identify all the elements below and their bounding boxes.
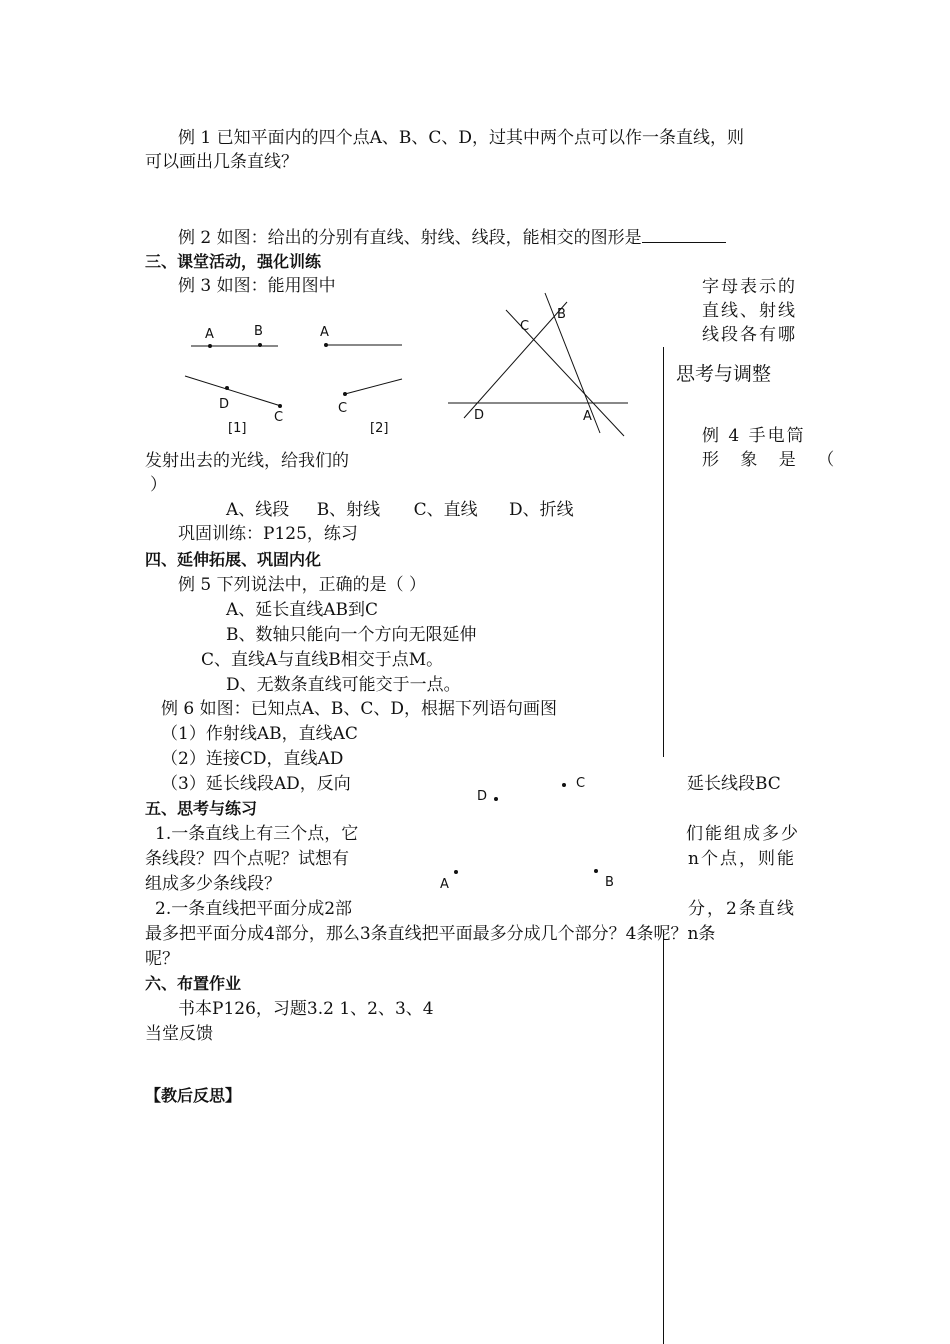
ex1-line1: 例 1 已知平面内的四个点A、B、C、D，过其中两个点可以作一条直线，则 xyxy=(178,128,745,148)
section-5-heading: 五、思考与练习 xyxy=(145,799,258,818)
label-a3: A xyxy=(583,409,592,424)
point-b6 xyxy=(594,869,598,873)
ex5-option-b: B、数轴只能向一个方向无限延伸 xyxy=(226,625,477,645)
label-d6: D xyxy=(477,789,488,804)
q1-line2-right: n个点，则能 xyxy=(688,849,796,869)
feedback-text: 当堂反馈 xyxy=(145,1024,213,1044)
figure-1 xyxy=(185,324,283,436)
label-a6: A xyxy=(440,877,449,892)
ex3-side-2: 直线、射线 xyxy=(702,301,797,321)
ex2-question: 例 2 如图：给出的分别有直线、射线、线段，能相交的图形是 xyxy=(178,228,642,248)
ex4-option-b: B、射线 xyxy=(316,500,381,520)
section-3-heading: 三、课堂活动，强化训练 xyxy=(145,252,322,271)
label-a2: A xyxy=(320,325,329,340)
section-6-heading: 六、布置作业 xyxy=(145,974,242,993)
section-4-heading: 四、延伸拓展、巩固内化 xyxy=(145,550,322,569)
figure-3 xyxy=(448,293,628,436)
label-d3: D xyxy=(474,408,485,423)
figure-2-caption: [2] xyxy=(370,421,389,436)
point-b xyxy=(258,343,262,347)
ex4-side-2: 形 象 是 （ xyxy=(702,450,843,470)
ex3-side-1: 字母表示的 xyxy=(702,277,797,297)
homework-text: 书本P126，习题3.2 1、2、3、4 xyxy=(178,999,434,1019)
label-a: A xyxy=(205,327,214,342)
figure-2 xyxy=(320,325,402,436)
ex1-line2: 可以画出几条直线？ xyxy=(145,152,298,172)
ex6-step-3: （3）延长线段AD，反向 xyxy=(161,774,351,794)
label-c6: C xyxy=(576,776,586,791)
q2-line3: 呢？ xyxy=(145,949,179,969)
ex4-option-a: A、线段 xyxy=(226,500,290,520)
segment-dc xyxy=(185,376,281,406)
ex4-option-d: D、折线 xyxy=(509,500,574,520)
ex5-option-c: C、直线A与直线B相交于点M。 xyxy=(201,650,444,670)
ex4-option-c: C、直线 xyxy=(413,500,478,520)
practice-text: 巩固训练：P125，练习 xyxy=(178,524,358,544)
ex4-side-1: 例 4 手电筒 xyxy=(702,426,806,446)
label-b6: B xyxy=(605,875,614,890)
ex4-line1: 发射出去的光线，给我们的 xyxy=(145,451,349,471)
q1-line2: 条线段？四个点呢？试想有 xyxy=(145,849,349,869)
q2-line2: 最多把平面分成4部分，那么3条直线把平面最多分成几个部分？4条呢？n条 xyxy=(145,924,716,944)
point-d6 xyxy=(494,797,498,801)
ex6-step-2: （2）连接CD，直线AD xyxy=(161,749,344,769)
point-a2 xyxy=(324,343,328,347)
label-b: B xyxy=(254,324,263,339)
ex3-text: 例 3 如图：能用图中 xyxy=(178,276,336,296)
q1-line1-right: 们能组成多少 xyxy=(686,824,800,844)
ex5-stem: 例 5 下列说法中，正确的是（ ） xyxy=(178,575,427,595)
ray-c xyxy=(345,379,402,394)
point-c6 xyxy=(562,783,566,787)
ex6-step-1: （1）作射线AB，直线AC xyxy=(161,724,358,744)
label-b3: B xyxy=(557,307,566,322)
figure-1-caption: [1] xyxy=(228,421,247,436)
label-c2: C xyxy=(338,401,348,416)
ex5-option-a: A、延长直线AB到C xyxy=(226,600,379,620)
ex6-stem: 例 6 如图：已知点A、B、C、D，根据下列语句画图 xyxy=(161,699,558,719)
ex5-option-d: D、无数条直线可能交于一点。 xyxy=(226,675,461,695)
line-dc xyxy=(464,302,567,418)
q1-line3: 组成多少条线段？ xyxy=(145,874,281,894)
point-c xyxy=(278,404,282,408)
ex3-side-3: 线段各有哪 xyxy=(702,325,797,345)
label-d: D xyxy=(219,397,230,412)
q1-line1: 1.一条直线上有三个点，它 xyxy=(155,824,359,844)
ex6-step-3-end: 延长线段BC xyxy=(687,774,781,794)
ex4-line2: ） xyxy=(150,475,167,495)
q2-line1-right: 分，2条直线 xyxy=(688,899,796,919)
sidebar-title: 思考与调整 xyxy=(676,363,772,385)
label-c3: C xyxy=(520,319,530,334)
reflection-heading: 【教后反思】 xyxy=(145,1086,242,1105)
label-c: C xyxy=(274,410,284,425)
q2-line1: 2.一条直线把平面分成2部 xyxy=(155,899,353,919)
figure-6 xyxy=(440,776,614,892)
point-a xyxy=(208,344,212,348)
point-d xyxy=(225,386,229,390)
point-a6 xyxy=(454,870,458,874)
point-c2 xyxy=(343,392,347,396)
